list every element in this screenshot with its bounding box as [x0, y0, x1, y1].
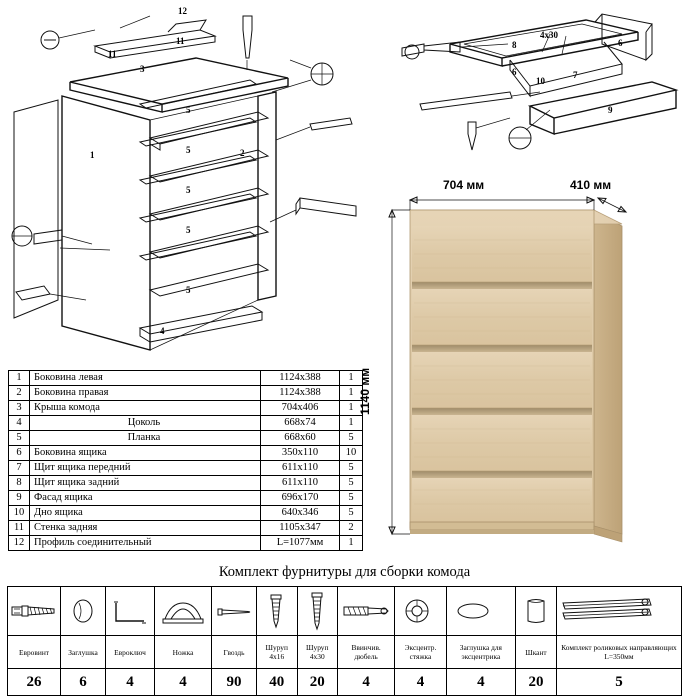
hardware-table [7, 586, 682, 696]
table-row [9, 491, 363, 506]
part-qty: 5 [340, 491, 363, 506]
hardware-name: Эксцентр. стяжка [395, 636, 447, 669]
svg-text:11: 11 [176, 36, 185, 46]
hardware-count: 6 [61, 669, 106, 696]
part-qty: 1 [340, 401, 363, 416]
part-qty: 5 [340, 476, 363, 491]
hardware-names-row [8, 636, 682, 669]
part-no: 5 [9, 431, 30, 446]
hardware-count: 4 [395, 669, 447, 696]
hardware-count: 20 [515, 669, 556, 696]
part-name: Цоколь [30, 416, 261, 431]
part-no: 7 [9, 461, 30, 476]
part-size: 611х110 [261, 461, 340, 476]
svg-text:3: 3 [140, 64, 145, 74]
part-qty: 2 [340, 521, 363, 536]
hardware-name: Шуруп 4х16 [257, 636, 298, 669]
part-size: 1124х388 [261, 371, 340, 386]
svg-text:5: 5 [186, 185, 191, 195]
part-size: 1105х347 [261, 521, 340, 536]
svg-text:10: 10 [536, 76, 545, 86]
part-qty: 5 [340, 431, 363, 446]
svg-text:7: 7 [573, 70, 578, 80]
table-row [9, 506, 363, 521]
cam-lock-icon [395, 587, 447, 636]
hardware-name: Еврoвинт [8, 636, 61, 669]
part-no: 1 [9, 371, 30, 386]
hardware-icons-row [8, 587, 682, 636]
nail-icon [212, 587, 257, 636]
table-row [9, 521, 363, 536]
hardware-counts-row [8, 669, 682, 696]
table-row [9, 446, 363, 461]
svg-text:1: 1 [90, 150, 95, 160]
hardware-name: Заглушка [61, 636, 106, 669]
hardware-name: Еврoключ [106, 636, 155, 669]
part-no: 2 [9, 386, 30, 401]
part-qty: 1 [340, 416, 363, 431]
part-size: 668х60 [261, 431, 340, 446]
part-name: Щит ящика передний [30, 461, 261, 476]
svg-text:9: 9 [608, 105, 613, 115]
hardware-count: 26 [8, 669, 61, 696]
part-no: 3 [9, 401, 30, 416]
leg-icon [155, 587, 212, 636]
hardware-count: 4 [155, 669, 212, 696]
part-no: 12 [9, 536, 30, 551]
part-name: Боковина правая [30, 386, 261, 401]
hardware-count: 4 [446, 669, 515, 696]
part-size: 668х74 [261, 416, 340, 431]
svg-text:5: 5 [186, 285, 191, 295]
part-name: Щит ящика задний [30, 476, 261, 491]
part-qty: 5 [340, 461, 363, 476]
hardware-count: 4 [106, 669, 155, 696]
hardware-section-title: Комплект фурнитуры для сборки комода [218, 564, 471, 580]
svg-text:6: 6 [618, 38, 623, 48]
hardware-count: 5 [556, 669, 681, 696]
screw-4x30-icon [297, 587, 338, 636]
cap-icon [61, 587, 106, 636]
part-name: Боковина левая [30, 371, 261, 386]
dimension-depth-label: 410 мм [570, 178, 612, 192]
cam-cap-icon [446, 587, 515, 636]
part-name: Стенка задняя [30, 521, 261, 536]
hardware-count: 20 [297, 669, 338, 696]
hardware-count: 90 [212, 669, 257, 696]
hardware-name: Заглушка для эксцентрика [446, 636, 515, 669]
hardware-name: Ножка [155, 636, 212, 669]
svg-text:6: 6 [512, 67, 517, 77]
exploded-view-drawer [390, 0, 689, 160]
part-size: 704х406 [261, 401, 340, 416]
table-row [9, 536, 363, 551]
screw-4x16-icon [257, 587, 298, 636]
svg-text:4: 4 [160, 326, 165, 336]
dimension-height-label: 1140 мм [358, 367, 372, 415]
svg-text:5: 5 [186, 105, 191, 115]
hardware-name: Шуруп 4х30 [297, 636, 338, 669]
table-row [9, 431, 363, 446]
hardware-count: 4 [338, 669, 395, 696]
svg-text:5: 5 [186, 145, 191, 155]
table-row [9, 476, 363, 491]
euro-screw-icon [8, 587, 61, 636]
part-qty: 1 [340, 371, 363, 386]
svg-text:4х30: 4х30 [540, 30, 558, 40]
part-no: 9 [9, 491, 30, 506]
part-no: 6 [9, 446, 30, 461]
svg-text:2: 2 [240, 148, 245, 158]
part-size: 1124х388 [261, 386, 340, 401]
svg-text:5: 5 [186, 225, 191, 235]
slide-rails-icon [556, 587, 681, 636]
part-size: 611х110 [261, 476, 340, 491]
part-name: Боковина ящика [30, 446, 261, 461]
hardware-name: Ввинчив. дюбель [338, 636, 395, 669]
part-name: Крыша комода [30, 401, 261, 416]
part-no: 4 [9, 416, 30, 431]
part-qty: 10 [340, 446, 363, 461]
part-size: L=1077мм [261, 536, 340, 551]
part-name: Дно ящика [30, 506, 261, 521]
part-qty: 1 [340, 386, 363, 401]
part-size: 696х170 [261, 491, 340, 506]
part-qty: 5 [340, 506, 363, 521]
table-row [9, 401, 363, 416]
hardware-name: Гвоздь [212, 636, 257, 669]
part-name: Планка [30, 431, 261, 446]
part-size: 350х110 [261, 446, 340, 461]
svg-text:8: 8 [512, 40, 517, 50]
hardware-name: Комплект роликовых направляющих L=350мм [556, 636, 681, 669]
wood-dowel-icon [515, 587, 556, 636]
part-no: 10 [9, 506, 30, 521]
dimension-width-label: 704 мм [443, 178, 485, 192]
svg-text:11: 11 [108, 49, 117, 59]
part-name: Профиль соединительный [30, 536, 261, 551]
table-row [9, 371, 363, 386]
part-size: 640х346 [261, 506, 340, 521]
parts-table-body [9, 371, 363, 551]
chest-photo-with-dimensions [370, 170, 689, 560]
hardware-count: 40 [257, 669, 298, 696]
dowel-icon [338, 587, 395, 636]
hardware-name: Шкант [515, 636, 556, 669]
svg-text:12: 12 [178, 6, 187, 16]
part-name: Фасад ящика [30, 491, 261, 506]
part-qty: 1 [340, 536, 363, 551]
parts-table [8, 370, 363, 551]
hex-key-icon [106, 587, 155, 636]
exploded-view-cabinet [0, 0, 380, 365]
part-no: 11 [9, 521, 30, 536]
table-row [9, 461, 363, 476]
table-row [9, 386, 363, 401]
part-no: 8 [9, 476, 30, 491]
table-row [9, 416, 363, 431]
